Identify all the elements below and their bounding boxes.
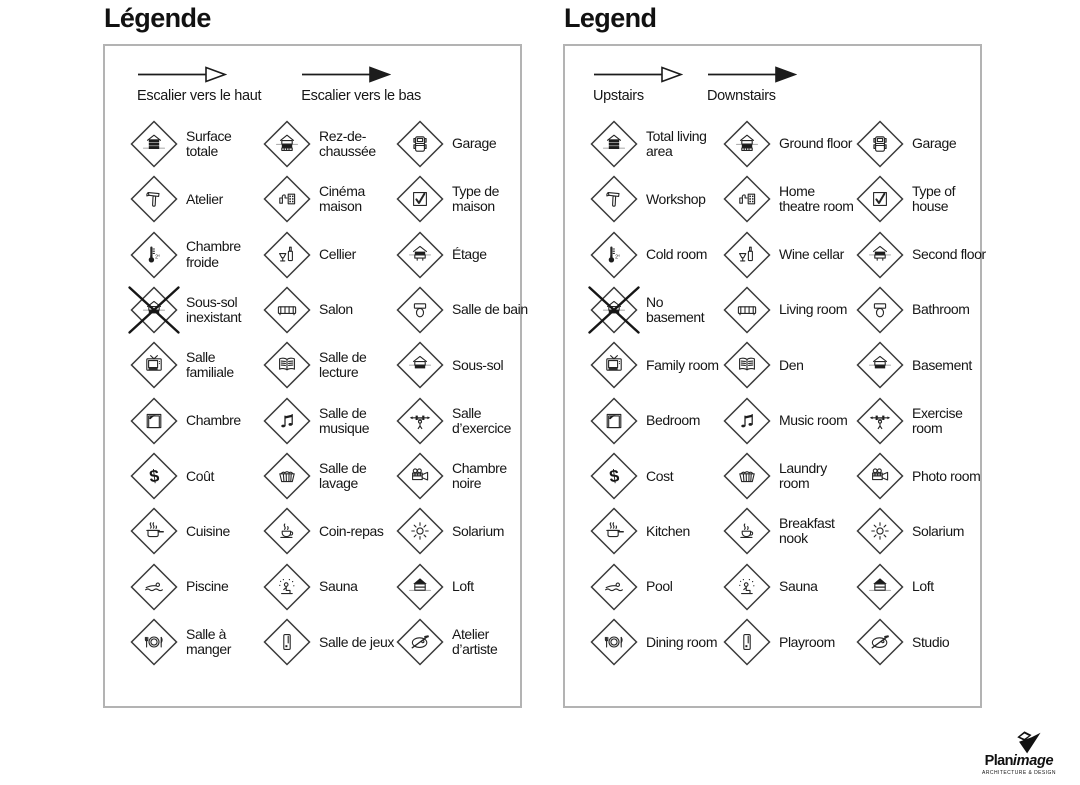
legend-item-label: Dining room [646,633,718,650]
legend-item [262,615,395,670]
legend-item [589,116,722,171]
legend-item-label: Bedroom [646,412,701,429]
breakfast-nook-icon [722,506,772,556]
legend-item [855,171,988,226]
legend-item [722,559,855,614]
legend-item [395,393,528,448]
legend-item [589,393,722,448]
family-room-icon [589,340,639,390]
legend-item [722,448,855,503]
legend-item [722,282,855,337]
legend-item [722,227,855,282]
living-room-icon [722,285,772,335]
arrow-label: Escalier vers le haut [137,88,262,105]
legend-item-label: Étage [452,245,487,262]
music-room-icon [262,396,312,446]
legend-item [262,504,395,559]
legend-item-label: Basement [912,356,972,373]
legend-item-label: Salle de musique [319,404,370,436]
legend-item [395,559,528,614]
legend-item [589,282,722,337]
legend-item-label: Pool [646,578,673,595]
legend-item-label: Cuisine [186,522,230,539]
legend-item-label: Laundry room [779,459,827,492]
basement-icon [855,340,905,390]
basement-icon [395,340,445,390]
legend-item [262,559,395,614]
family-room-icon [129,340,179,390]
legend-item-label: Home theatre room [779,183,854,215]
legend-item [395,615,528,670]
legend-item-label: Sous-sol inexistant [186,293,242,325]
legend-item-label: Breakfast nook [779,515,835,547]
dining-room-icon [589,617,639,667]
legend-item-label: Cellier [319,245,356,262]
den-icon [722,340,772,390]
legend-item-label: Salle de bain [452,301,528,318]
studio-icon [855,617,905,667]
garage-icon [395,119,445,169]
legend-item-label: Piscine [186,578,229,595]
legend-item [855,559,988,614]
legend-item-label: Chambre froide [186,238,241,270]
legend-item-label: Sous-sol [452,356,504,373]
studio-icon [395,617,445,667]
legend-item [589,448,722,503]
legend-item-label: Solarium [452,522,505,539]
legend-item-label: Salle d’exercice [452,404,512,436]
legend-item [129,171,262,226]
legend-item [589,171,722,226]
playroom-icon [722,617,772,667]
pool-icon [129,562,179,612]
kitchen-icon [129,506,179,556]
legend-item [722,393,855,448]
filled-arrow-icon [707,66,797,83]
legend-item-label: Music room [779,412,848,429]
upstairs-arrow [593,66,683,104]
legend-item-label: Rez-de-chaussée [319,127,376,159]
second-floor-icon [855,230,905,280]
cost-icon [589,451,639,501]
legend-item-label: Workshop [646,190,706,207]
solarium-icon [855,506,905,556]
living-room-icon [262,285,312,335]
planimage-wordmark [971,754,1067,769]
music-room-icon [722,396,772,446]
stair-arrows [593,66,974,104]
legend-item-label: Salle familiale [186,349,234,381]
loft-icon [395,562,445,612]
legend-item [129,116,262,171]
bathroom-icon [395,285,445,335]
no-basement-icon [129,285,179,335]
legend-item-label: Atelier [186,190,223,207]
stair-arrows [137,66,514,104]
legend-item [855,393,988,448]
legend-item-label: Salle à manger [186,626,232,658]
legend-item-label: Second floor [912,245,986,262]
legend-item-label: Coût [186,467,214,484]
ground-floor-icon [722,119,772,169]
sauna-icon [722,562,772,612]
cold-room-icon [129,230,179,280]
legend-item-label: Sauna [779,578,818,595]
legend-item-label: Cold room [646,245,707,262]
legend-item [262,393,395,448]
legend-item [395,227,528,282]
legend-grid [589,116,986,670]
no-basement-icon [589,285,639,335]
workshop-icon [129,174,179,224]
legend-item [589,559,722,614]
den-icon [262,340,312,390]
legend-item [855,282,988,337]
legend-item [722,615,855,670]
arrow-label: Upstairs [593,88,644,105]
legend-box [103,44,528,708]
legend-item-label: Cost [646,467,674,484]
panel-title: Legend [564,3,657,33]
legend-item-label: Salle de jeux [319,633,394,650]
legend-item [589,504,722,559]
playroom-icon [262,617,312,667]
legend-item-label: Salon [319,301,353,318]
legend-item [129,448,262,503]
legend-item [722,116,855,171]
legend-item-label: Total living area [646,127,707,159]
legend-item [395,504,528,559]
legend-item [855,227,988,282]
downstairs-arrow [707,66,797,104]
legend-item-label: Garage [452,135,497,152]
legend-item-label: Photo room [912,467,981,484]
breakfast-nook-icon [262,506,312,556]
legend-grid [129,116,528,670]
wine-cellar-icon [262,230,312,280]
legend-item [589,338,722,393]
legend-item [395,116,528,171]
legend-item [855,615,988,670]
legend-item [395,448,528,503]
legend-item-label: Sauna [319,578,358,595]
bedroom-icon [589,396,639,446]
exercise-room-icon [855,396,905,446]
legend-item-label: Loft [452,578,474,595]
legend-item [129,338,262,393]
total-living-area-icon [129,119,179,169]
legend-item-label: Den [779,356,804,373]
pool-icon [589,562,639,612]
legend-item [129,282,262,337]
photo-room-icon [395,451,445,501]
outline-arrow-icon [137,66,227,83]
legend-item [855,504,988,559]
legend-item-label: Coin-repas [319,522,384,539]
downstairs-arrow [301,66,421,104]
legend-item [129,504,262,559]
legend-item [722,504,855,559]
planimage-logo [971,730,1067,777]
legend-item-label: Family room [646,356,719,373]
home-theatre-icon [722,174,772,224]
legend-item [395,338,528,393]
solarium-icon [395,506,445,556]
second-floor-icon [395,230,445,280]
legend-item-label: Ground floor [779,135,853,152]
legend-item [129,559,262,614]
legend-panel-french [103,3,528,708]
legend-item-label: Garage [912,135,957,152]
legend-item-label: Exercise room [912,404,963,436]
legend-item [262,227,395,282]
legend-item [722,171,855,226]
legend-item [722,338,855,393]
cost-icon [129,451,179,501]
legend-item [395,282,528,337]
laundry-room-icon [262,451,312,501]
logo-word-plan: Plan [984,752,1013,769]
sauna-icon [262,562,312,612]
legend-item [129,227,262,282]
legend-item [262,282,395,337]
legend-item [395,171,528,226]
legend-item-label: Wine cellar [779,245,844,262]
legend-item [589,227,722,282]
workshop-icon [589,174,639,224]
arrow-label: Downstairs [707,88,776,105]
legend-item-label: Kitchen [646,522,690,539]
home-theatre-icon [262,174,312,224]
laundry-room-icon [722,451,772,501]
legend-item-label: Living room [779,301,847,318]
legend-item [262,116,395,171]
legend-item-label: Playroom [779,633,835,650]
legend-item [129,393,262,448]
legend-item-label: Salle de lavage [319,459,367,492]
legend-item-label: Cinéma maison [319,183,365,215]
legend-box [563,44,986,708]
logo-tagline: ARCHITECTURE & DESIGN [982,770,1056,776]
outline-arrow-icon [593,66,683,83]
cold-room-icon [589,230,639,280]
dining-room-icon [129,617,179,667]
panel-title: Légende [104,3,211,33]
ground-floor-icon [262,119,312,169]
legend-item-label: No basement [646,293,705,325]
legend-item [589,615,722,670]
legend-panel-english [563,3,986,708]
legend-item [262,448,395,503]
legend-item-label: Loft [912,578,934,595]
legend-item-label: Chambre [186,412,241,429]
legend-item-label: Salle de lecture [319,349,367,381]
filled-arrow-icon [301,66,391,83]
type-of-house-icon [395,174,445,224]
bathroom-icon [855,285,905,335]
legend-item-label: Solarium [912,522,965,539]
legend-item-label: Bathroom [912,301,970,318]
logo-word-image: image [1012,752,1054,769]
arrow-label: Escalier vers le bas [301,88,421,105]
legend-item [129,615,262,670]
legend-item [855,116,988,171]
legend-item [855,338,988,393]
legend-item [855,448,988,503]
photo-room-icon [855,451,905,501]
loft-icon [855,562,905,612]
upstairs-arrow [137,66,261,104]
legend-item-label: Type de maison [452,183,500,215]
bedroom-icon [129,396,179,446]
kitchen-icon [589,506,639,556]
type-of-house-icon [855,174,905,224]
legend-item-label: Type of house [912,183,956,215]
exercise-room-icon [395,396,445,446]
garage-icon [855,119,905,169]
total-living-area-icon [589,119,639,169]
legend-item-label: Chambre noire [452,459,507,492]
legend-item-label: Surface totale [186,127,232,159]
legend-item [262,171,395,226]
wine-cellar-icon [722,230,772,280]
legend-item-label: Atelier d’artiste [452,626,498,658]
legend-item-label: Studio [912,633,950,650]
legend-item [262,338,395,393]
